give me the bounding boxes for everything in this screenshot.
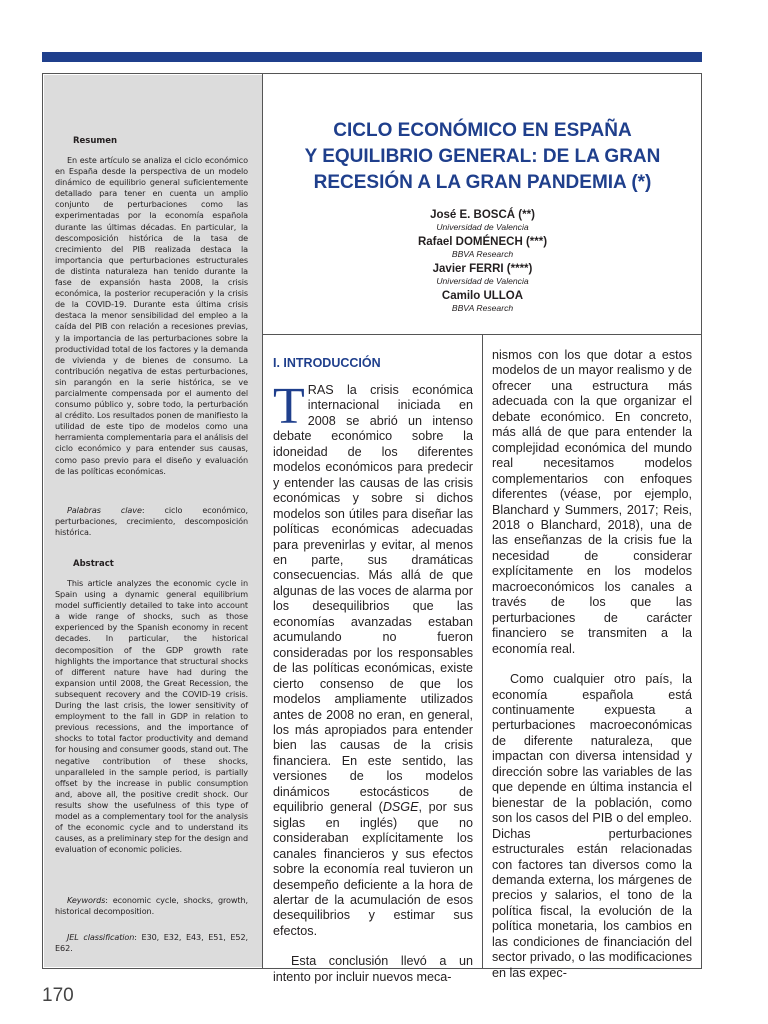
abstract-jel	[55, 932, 248, 954]
abstract-keywords-label: Keywords	[67, 895, 106, 905]
intro-p1-italic: DSGE	[382, 800, 419, 815]
abstract-keywords	[55, 895, 248, 917]
drop-cap: T	[273, 378, 305, 435]
intro-p1-text: RAS la crisis económica internacional iniciada en 2008 se abrió un intenso debate económico sobre la idoneidad de los diferentes modelos económicos para predecir y entender las causas de las crisis económicas y sobre si dichos modelos son útiles para diseñar las políticas económicas adecuadas para prevenirlas y evitar, al menos en parte, sus dramáticas consecuencias. Más allá de que algunas de las voces de alarma por los desequilibrios que las economías avanzadas estaban acumulando no fueron consideradas por los responsables de las políticas económicas, existe cierto consenso de que los modelos ampliamente utilizados antes de 2008 no eran, en general, los más apropiados para entender bien las causas de la crisis financiera. En este sentido, las versiones de los modelos dinámicos estocásticos de equilibrio general (	[273, 383, 473, 815]
author-name: Rafael DOMÉNECH (***)	[417, 236, 548, 248]
author-affiliation: Universidad de Valencia	[436, 276, 529, 286]
resumen-heading: Resumen	[73, 136, 118, 146]
resumen-body: En este artículo se analiza el ciclo económico en España desde la perspectiva de un modelo dinámico de equilibrio general suficientemente detallado para tener en cuenta un amplio conjunto de perturbaciones como las experimentadas por la economía española durante las últimas décadas. En particular, la descomposición histórica de la tasa de crecimiento del PIB realizada destaca la importancia que perturbaciones estructurales de distinta naturaleza han tenido durante la fase de expansión hasta 2008, la crisis económica, la posterior recuperación y la crisis de la COVID-19. Durante esta última crisis destaca la menor sensibilidad del empleo a la caída del PIB con relación a recesiones previas, y la importancia de las perturbaciones sobre la productividad total de los factores y la demanda de vivienda y de bienes de consumo. La contribución negativa de estas perturbaciones, sin parangón en la serie histórica, se ve parcialmente compensada por el aumento del consumo público y, sobre todo, la perturbación al crédito. Los resultados ponen de manifiesto la utilidad de este tipo de modelos como una herramienta complementaria para el análisis del ciclo económico y para entender sus causas, como paso previo para el diseño y evaluación de las políticas económicas.	[55, 155, 248, 476]
resumen-keywords-label: Palabras clave	[67, 505, 142, 515]
body-column-1	[273, 378, 473, 985]
title-line-1: CICLO ECONÓMICO EN ESPAÑA	[333, 120, 632, 141]
title-line-2: Y EQUILIBRIO GENERAL: DE LA GRAN	[304, 146, 661, 167]
resumen-keywords	[55, 505, 248, 538]
article-title	[263, 118, 702, 196]
section-title: I. INTRODUCCIÓN	[273, 356, 381, 370]
author-name: José E. BOSCÁ (**)	[430, 209, 535, 221]
intro-paragraph-1	[273, 378, 473, 939]
article-header	[263, 118, 702, 316]
col2-paragraph-2: Como cualquier otro país, la economía española está continuamente expuesta a perturbaciones macroeconómicas de diferente naturaleza, que impactan con diversa intensidad y dirección sobre las variables de las que depende en última instancia el bienestar de la población, como son los casos del PIB o del empleo. Dichas perturbaciones estructurales están relacionadas con factores tan diversos como la demanda externa, los márgenes de precios y salarios, el tono de la política fiscal, la evolución de la política monetaria, los cambios en las condiciones de financiación del sector privado, o las modificaciones en las expec-	[492, 672, 692, 980]
author-name: Javier FERRI (****)	[432, 263, 533, 275]
title-line-3: RECESIÓN A LA GRAN PANDEMIA (*)	[313, 172, 652, 193]
header-rule	[42, 52, 702, 62]
abstract-keywords-text: : economic cycle, shocks, growth, historical decomposition.	[55, 895, 248, 917]
abstract-body: This article analyzes the economic cycle in Spain using a dynamic general equilibrium model sufficiently detailed to take into account a wide range of shocks, such as those experienced by the Spanish economy in recent decades. In particular, the historical decomposition of the GDP growth rate highlights the importance that structural shocks of different nature have had during the expansion until 2008, the Great Recession, the subsequent recovery and the COVID-19 crisis. During the last crisis, the lower sensitivity of employment to the fall in GDP in relation to previous recessions, and the importance of shocks to total factor productivity and demand for housing and consumer goods, stand out. The negative contribution of these shocks, unparalleled in the sample period, is partially offset by the increase in public consumption and, above all, the positive credit shock. Our results show the usefulness of this type of model as a complementary tool for the analysis of the economic cycle and to understand its causes, as a preliminary step for the design and evaluation of economic policies.	[55, 578, 248, 855]
abstract-sidebar	[44, 75, 262, 967]
resumen-keywords-text: : ciclo económico, perturbaciones, crecimiento, descomposición histórica.	[55, 505, 248, 538]
author-name: Camilo ULLOA	[441, 290, 524, 302]
intro-paragraph-2: Esta conclusión llevó a un intento por incluir nuevos meca-	[273, 954, 473, 984]
intro-p1-end: , por sus siglas en inglés) que no consideraban explícitamente los canales financieros y sus efectos sobre la economía real tuvieron un desempeño deficiente a la hora de alertar de la acumulación de esos desequilibrios y estimar sus efectos.	[273, 800, 473, 938]
page-number: 170	[42, 985, 74, 1006]
column-divider	[482, 335, 483, 968]
abstract-jel-label: JEL classification	[67, 932, 135, 942]
author-affiliation: BBVA Research	[451, 303, 514, 313]
author-affiliation: BBVA Research	[451, 249, 514, 259]
abstract-heading: Abstract	[73, 559, 114, 569]
author-affiliation: Universidad de Valencia	[436, 222, 529, 232]
abstract-jel-text: : E30, E32, E43, E51, E52, E62.	[55, 932, 248, 954]
body-column-2	[492, 348, 692, 981]
col2-paragraph-1: nismos con los que dotar a estos modelos de un mayor realismo y de ofrecer una estructura más adecuada con la que organizar el debate económico. En concreto, más allá de que para entender la complejidad económica del mundo real necesitamos modelos complementarios con enfoques diferentes (véase, por ejemplo, Blanchard y Summers, 2017; Reis, 2018 o Blanchard, 2018), una de las enseñanzas de la crisis fue la necesidad de considerar explícitamente en los modelos macroeconómicos los canales a través de los que las perturbaciones de carácter financiero se transmiten a la economía real.	[492, 348, 692, 656]
